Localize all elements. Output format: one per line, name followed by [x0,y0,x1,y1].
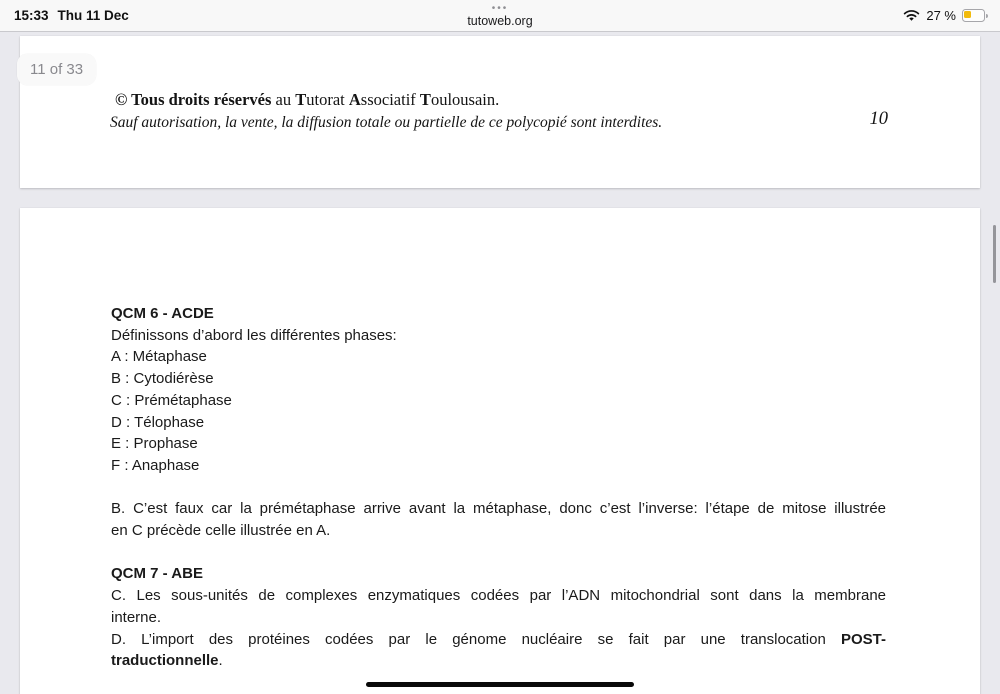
copyright-block [20,36,980,134]
battery-percent: 27 % [926,8,956,23]
copyright-disclaimer: Sauf autorisation, la vente, la diffusion totale ou partielle de ce polycopié sont interdites. [110,114,663,131]
qcm7-title: QCM 7 - ABE [111,565,203,583]
more-options-icon[interactable]: ••• [491,3,509,14]
qcm7-answer-d-line1: D. L’import des protéines codées par le génome nucléaire se fait par une translocation POST- [111,630,886,648]
status-date: Thu 11 Dec [57,8,129,23]
status-bar [0,0,1000,32]
copyright-bold-text: © Tous droits réservés [115,90,272,109]
address-bar-compact [0,0,1000,32]
pdf-page-11 [20,208,980,694]
qcm7-answer-c-line2: interne. [111,608,162,626]
site-url[interactable]: tutoweb.org [467,14,533,28]
status-left [0,0,129,31]
pdf-viewer-scroll-area[interactable] [0,32,1000,694]
status-right [903,0,1000,31]
qcm6-intro: Définissons d’abord les différentes phases: [111,326,397,344]
qcm6-title: QCM 6 - ACDE [111,305,214,322]
battery-icon [962,9,988,22]
blank-line [111,477,886,499]
blank-line [111,542,886,564]
status-time: 15:33 [14,8,49,23]
qcm6-phase-d: D : Télophase [111,413,205,431]
scrollbar-thumb[interactable] [993,225,996,283]
qcm6-answer-line1: B. C’est faux car la prémétaphase arrive avant la métaphase, donc c’est l’inverse: l’étape de mitose illustrée [111,500,886,518]
wifi-icon [903,9,920,22]
pdf-page-10 [20,36,980,188]
qcm6-answer-line2: en C précède celle illustrée en A. [111,522,331,540]
qcm6-phase-a: A : Métaphase [111,348,207,366]
qcm6-phase-f: F : Anaphase [111,456,200,474]
home-indicator[interactable] [366,682,634,688]
page-indicator-pill: 11 of 33 [17,54,96,85]
copyright-line: © Tous droits réservés au Tutorat Associatif Toulousain. [115,90,500,109]
qcm7-answer-c-line1: C. Les sous-unités de complexes enzymatiques codées par l’ADN mitochondrial sont dans la membrane [111,587,886,605]
qcm-content [20,208,980,672]
qcm7-answer-d-line2: traductionnelle. [111,652,223,670]
document-page-number: 10 [869,109,888,129]
qcm6-phase-b: B : Cytodiérèse [111,370,214,388]
qcm6-phase-e: E : Prophase [111,435,198,453]
qcm6-phase-c: C : Prémétaphase [111,391,232,409]
